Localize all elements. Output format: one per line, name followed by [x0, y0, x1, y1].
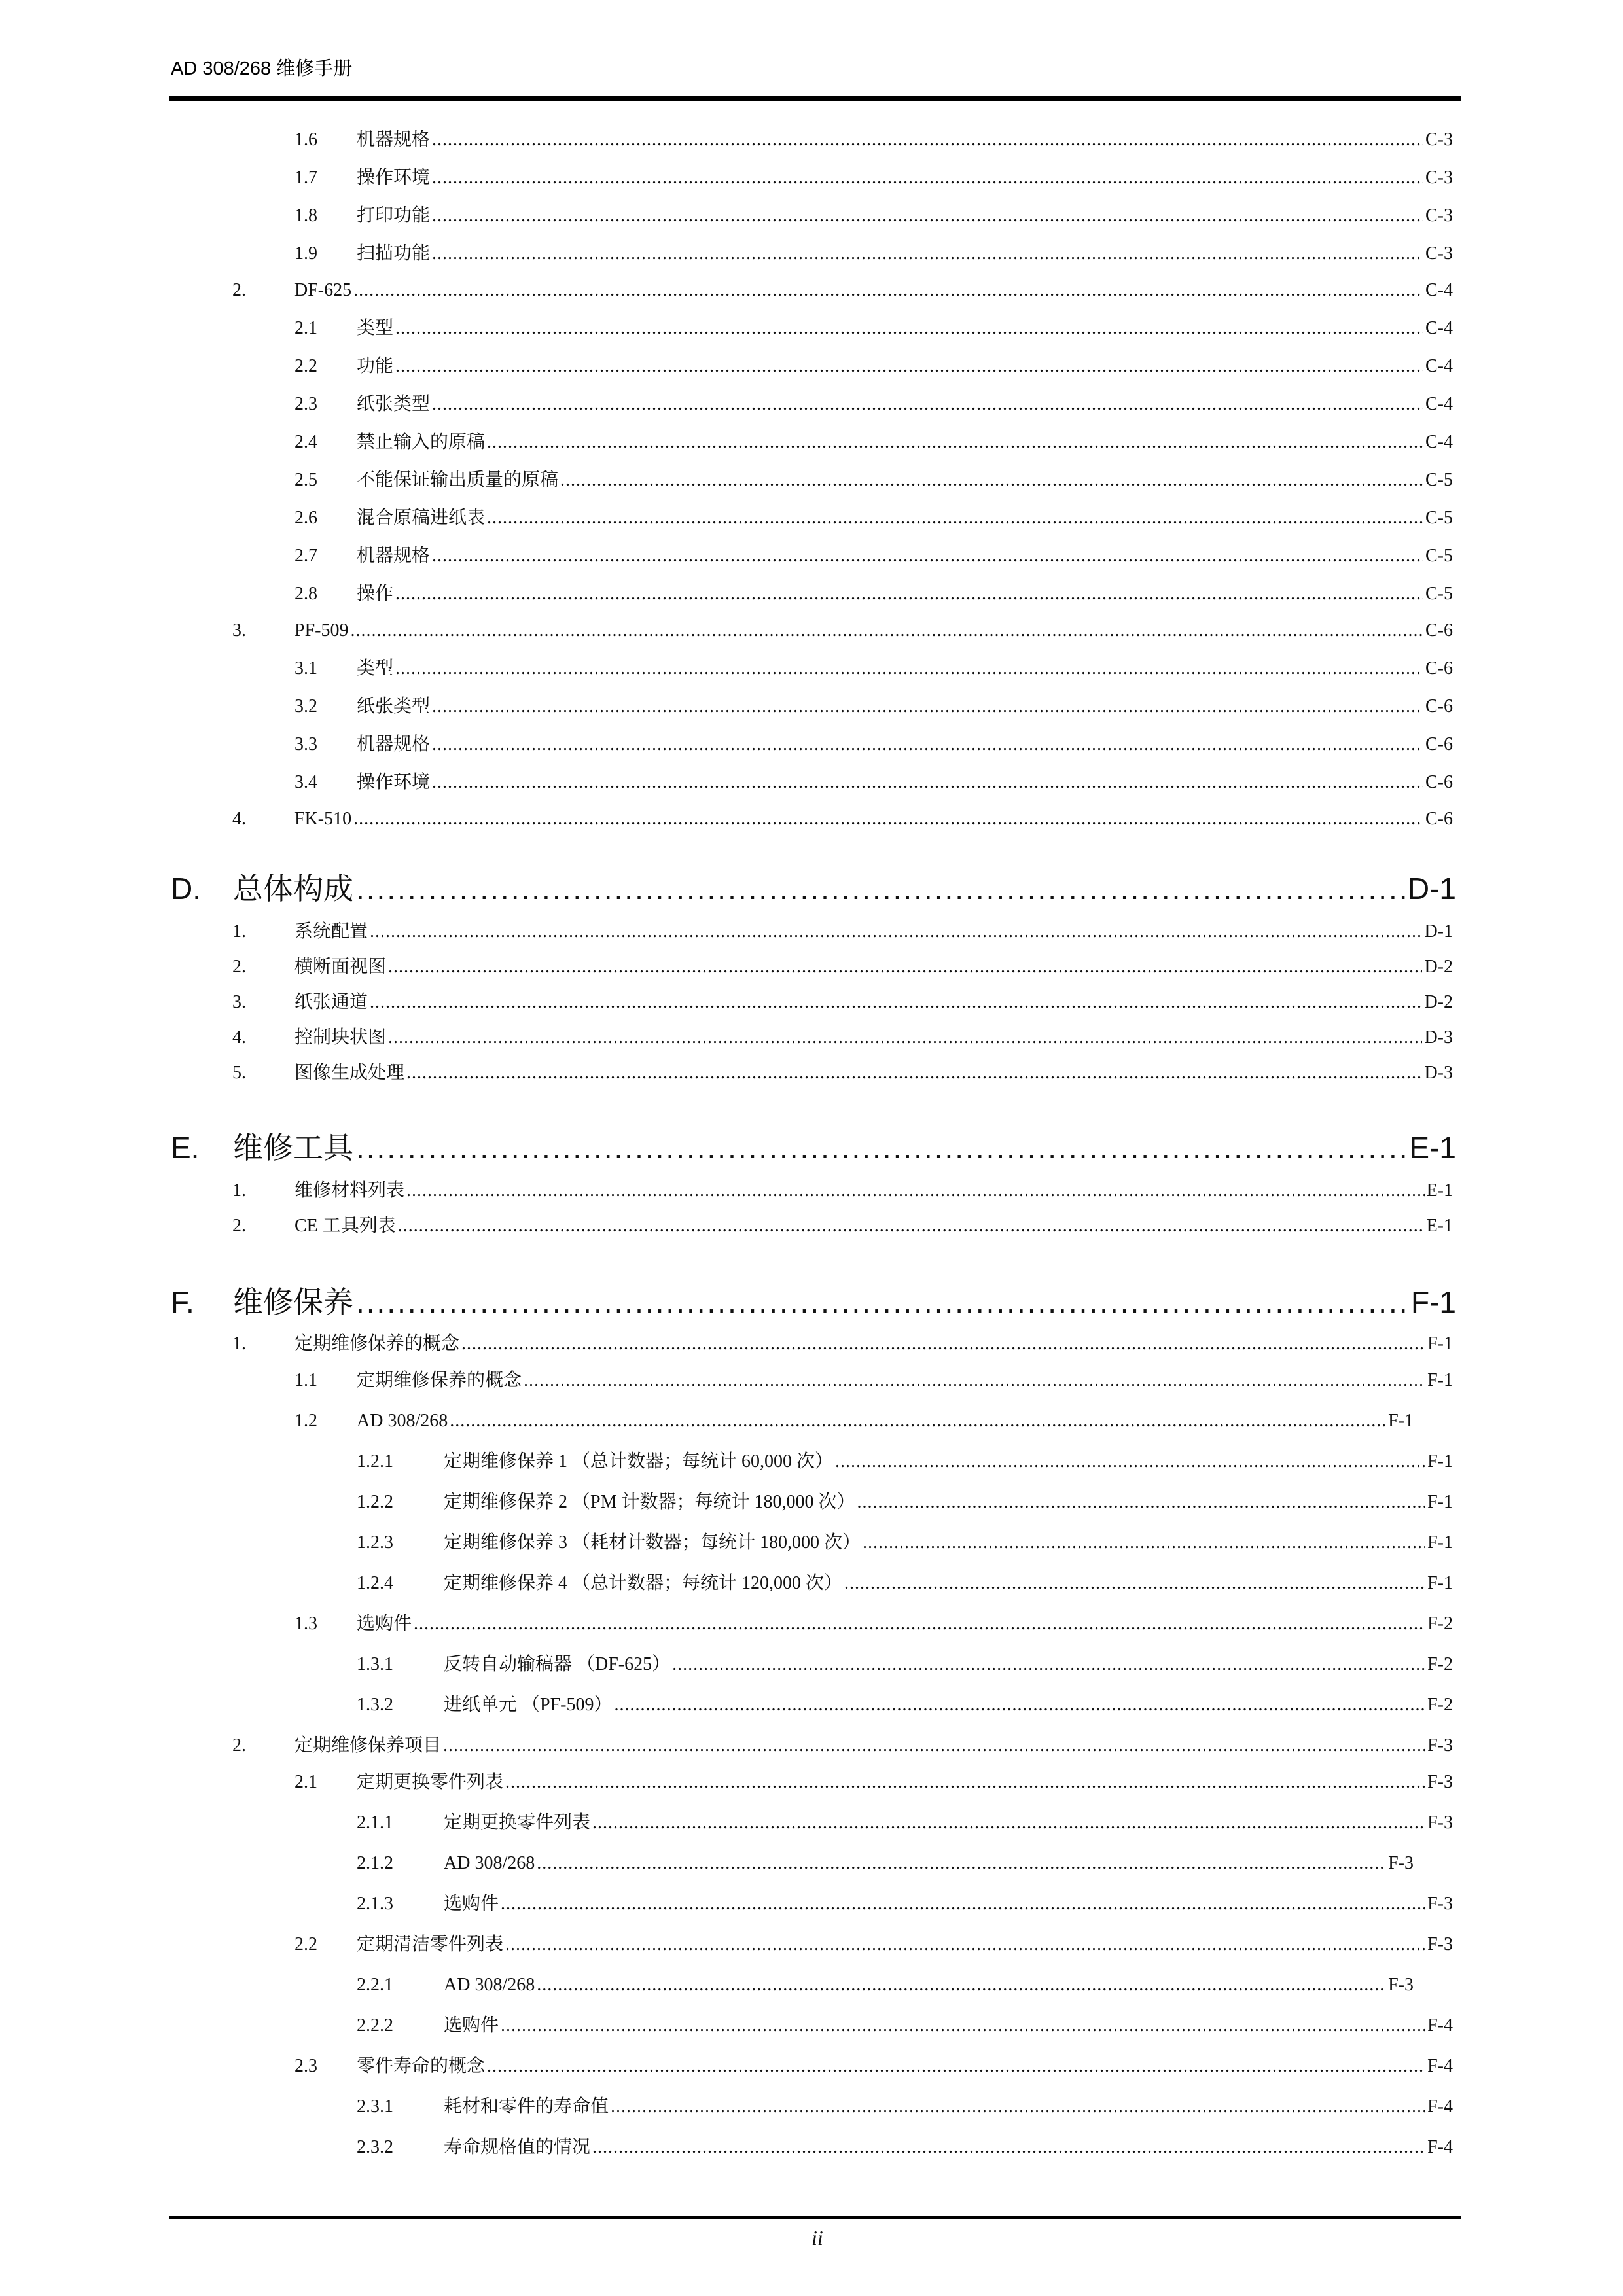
toc-entry[interactable]	[294, 1407, 1414, 1436]
toc-entry-number: 2.2.1	[357, 1975, 393, 1995]
toc-entry-title: CE 工具列表	[294, 1216, 396, 1236]
toc-entry[interactable]	[232, 1176, 1453, 1205]
toc-entry-number: 1.3.2	[357, 1695, 393, 1715]
toc-entry-page: C-6	[1425, 620, 1453, 641]
toc-entry[interactable]	[232, 1212, 1453, 1241]
dot-leader	[844, 1569, 1425, 1598]
section-title: 总体构成	[233, 872, 353, 906]
toc-entry-title: 维修材料列表	[294, 1180, 405, 1201]
toc-entry-page: F-1	[1427, 1573, 1453, 1593]
toc-entry-title: 操作环境	[357, 168, 431, 188]
dot-leader	[432, 239, 1423, 268]
dot-leader	[370, 988, 1422, 1017]
toc-entry-page: F-3	[1427, 1894, 1453, 1914]
toc-entry[interactable]	[294, 730, 1453, 759]
toc-entry[interactable]	[232, 1059, 1453, 1087]
dot-leader	[356, 1282, 1408, 1322]
toc-entry-page: F-4	[1427, 2096, 1453, 2117]
toc-entry-number: 1.	[232, 1333, 246, 1354]
toc-entry[interactable]	[357, 1528, 1453, 1557]
toc-entry-title: 系统配置	[294, 921, 368, 942]
dot-leader	[592, 1809, 1425, 1837]
toc-entry-number: 3.3	[294, 734, 317, 754]
toc-section-heading[interactable]	[171, 869, 1456, 908]
toc-entry-title: 机器规格	[357, 546, 431, 566]
toc-entry-page: C-4	[1425, 432, 1453, 452]
toc-entry-number: 2.1.2	[357, 1853, 393, 1873]
toc-entry-page: D-3	[1424, 1027, 1453, 1048]
dot-leader	[857, 1488, 1425, 1517]
toc-entry-title: 类型	[357, 658, 394, 679]
toc-entry-number: 2.2	[294, 1934, 317, 1954]
dot-leader	[370, 917, 1422, 946]
toc-entry-title: FK-510	[294, 809, 352, 829]
toc-entry-number: 2.5	[294, 470, 317, 490]
toc-entry-page: C-4	[1425, 318, 1453, 338]
toc-entry[interactable]	[357, 1809, 1453, 1837]
dot-leader	[537, 1971, 1386, 2000]
toc-entry-title: 纸张类型	[357, 696, 431, 716]
dot-leader	[501, 2011, 1425, 2040]
toc-entry-page: F-2	[1427, 1654, 1453, 1674]
toc-entry[interactable]	[232, 276, 1453, 305]
toc-entry-page: C-3	[1425, 168, 1453, 188]
toc-entry-title: 定期维修保养 2 （PM 计数器；每统计 180,000 次）	[444, 1492, 855, 1512]
toc-entry-title: 定期更换零件列表	[357, 1772, 504, 1792]
toc-entry-number: 2.6	[294, 508, 317, 528]
dot-leader	[505, 1768, 1425, 1797]
toc-entry-number: 3.2	[294, 696, 317, 716]
dot-leader	[432, 202, 1423, 230]
toc-entry-page: C-4	[1425, 280, 1453, 300]
dot-leader	[611, 2093, 1425, 2121]
toc-entry-page: F-3	[1427, 1735, 1453, 1756]
toc-entry-page: F-3	[1427, 1812, 1453, 1833]
running-header: AD 308/268 维修手册	[171, 58, 353, 79]
dot-leader	[395, 580, 1423, 609]
toc-entry-number: 2.	[232, 1216, 246, 1236]
toc-entry-title: 禁止输入的原稿	[357, 432, 486, 452]
toc-entry[interactable]	[294, 466, 1453, 495]
toc-entry-title: AD 308/268	[357, 1411, 448, 1431]
toc-entry[interactable]	[232, 1731, 1453, 1760]
toc-entry-title: 操作	[357, 584, 394, 604]
toc-entry-title: 定期维修保养 4 （总计数器；每统计 120,000 次）	[444, 1573, 843, 1593]
toc-entry-page: C-3	[1425, 205, 1453, 226]
toc-entry-page: C-5	[1425, 470, 1453, 490]
toc-entry-title: 纸张类型	[357, 394, 431, 414]
toc-entry[interactable]	[294, 352, 1453, 381]
dot-leader	[450, 1407, 1386, 1436]
dot-leader	[505, 1930, 1425, 1959]
toc-entry-number: 1.6	[294, 130, 317, 150]
toc-entry-number: 2.1	[294, 1772, 317, 1792]
toc-entry-page: F-1	[1427, 1492, 1453, 1512]
dot-leader	[395, 352, 1423, 381]
toc-entry[interactable]	[294, 202, 1453, 230]
toc-entry-number: 1.2.4	[357, 1573, 393, 1593]
toc-entry-number: 3.	[232, 620, 246, 641]
dot-leader	[432, 542, 1423, 571]
dot-leader	[863, 1528, 1425, 1557]
toc-entry[interactable]	[294, 428, 1453, 457]
toc-entry-number: 2.2	[294, 356, 317, 376]
toc-entry-number: 2.2.2	[357, 2015, 393, 2036]
toc-entry-number: 2.3.2	[357, 2137, 393, 2157]
toc-entry-number: 1.	[232, 921, 246, 942]
toc-entry[interactable]	[357, 2133, 1453, 2162]
toc-entry-page: F-1	[1427, 1333, 1453, 1354]
toc-entry-page: C-6	[1425, 696, 1453, 716]
toc-entry-page: F-3	[1388, 1975, 1414, 1995]
toc-entry-title: 不能保证输出质量的原稿	[357, 470, 559, 490]
toc-entry[interactable]	[232, 616, 1453, 645]
toc-entry[interactable]	[357, 1971, 1414, 2000]
toc-entry-title: 机器规格	[357, 130, 431, 150]
toc-entry-title: 定期清洁零件列表	[357, 1934, 504, 1954]
dot-leader	[501, 1890, 1425, 1918]
toc-entry-number: 2.1.1	[357, 1812, 393, 1833]
toc-entry-title: 横断面视图	[294, 957, 387, 977]
footer-rule	[169, 2216, 1461, 2219]
dot-leader	[353, 276, 1423, 305]
toc-entry-page: F-3	[1388, 1853, 1414, 1873]
toc-entry-page: F-1	[1427, 1370, 1453, 1390]
toc-entry[interactable]	[357, 1849, 1414, 1878]
dot-leader	[487, 504, 1423, 533]
toc-entry-number: 3.1	[294, 658, 317, 679]
toc-entry-title: 扫描功能	[357, 243, 431, 264]
toc-entry-page: D-1	[1424, 921, 1453, 942]
toc-entry-page: F-2	[1427, 1614, 1453, 1634]
toc-entry[interactable]	[357, 1691, 1453, 1720]
toc-entry-number: 1.9	[294, 243, 317, 264]
toc-entry[interactable]	[294, 1930, 1453, 1959]
toc-entry-number: 3.	[232, 992, 246, 1012]
toc-entry-number: 1.2	[294, 1411, 317, 1431]
toc-entry-number: 2.	[232, 1735, 246, 1756]
dot-leader	[388, 953, 1422, 981]
toc-entry[interactable]	[294, 390, 1453, 419]
toc-entry-page: F-4	[1427, 2137, 1453, 2157]
toc-entry-page: D-2	[1424, 957, 1453, 977]
toc-entry-number: 2.3.1	[357, 2096, 393, 2117]
toc-entry-number: 2.3	[294, 394, 317, 414]
toc-entry-page: F-4	[1427, 2015, 1453, 2036]
toc-entry-page: F-1	[1427, 1532, 1453, 1553]
toc-entry-title: AD 308/268	[444, 1975, 535, 1995]
toc-entry-title: 耗材和零件的寿命值	[444, 2096, 609, 2117]
toc-entry[interactable]	[294, 239, 1453, 268]
toc-entry-title: 混合原稿进纸表	[357, 508, 486, 528]
toc-entry[interactable]	[294, 542, 1453, 571]
toc-entry[interactable]	[357, 1890, 1453, 1918]
toc-entry-number: 4.	[232, 1027, 246, 1048]
toc-entry-title: 功能	[357, 356, 394, 376]
toc-entry-page: C-6	[1425, 734, 1453, 754]
dot-leader	[414, 1610, 1425, 1638]
toc-entry-page: F-4	[1427, 2056, 1453, 2076]
dot-leader	[487, 428, 1423, 457]
toc-entry[interactable]	[232, 1330, 1453, 1358]
dot-leader	[835, 1447, 1425, 1476]
dot-leader	[388, 1023, 1422, 1052]
toc-entry[interactable]	[294, 126, 1453, 154]
toc-entry-title: 选购件	[444, 1894, 499, 1914]
toc-entry-title: 进纸单元 （PF-509）	[444, 1695, 613, 1715]
toc-entry-title: 定期维修保养 1 （总计数器；每统计 60,000 次）	[444, 1451, 834, 1472]
toc-entry-title: 零件寿命的概念	[357, 2056, 486, 2076]
section-title: 维修保养	[233, 1285, 353, 1319]
section-letter: D.	[171, 872, 201, 906]
toc-entry-page: C-4	[1425, 356, 1453, 376]
toc-entry[interactable]	[294, 504, 1453, 533]
toc-entry-number: 5.	[232, 1063, 246, 1083]
section-page: E-1	[1409, 1131, 1456, 1165]
toc-entry-number: 1.1	[294, 1370, 317, 1390]
toc-entry-title: PF-509	[294, 620, 349, 641]
toc-entry-page: C-5	[1425, 546, 1453, 566]
toc-entry-title: 定期维修保养的概念	[357, 1370, 522, 1390]
toc-entry-page: C-5	[1425, 584, 1453, 604]
toc-entry[interactable]	[357, 2093, 1453, 2121]
dot-leader	[432, 126, 1423, 154]
toc-entry-title: 选购件	[444, 2015, 499, 2036]
toc-entry[interactable]	[232, 805, 1453, 834]
toc-entry-page: C-5	[1425, 508, 1453, 528]
toc-entry-number: 2.	[232, 280, 246, 300]
dot-leader	[395, 314, 1423, 343]
toc-entry-number: 1.2.1	[357, 1451, 393, 1472]
toc-entry-page: C-6	[1425, 772, 1453, 792]
dot-leader	[592, 2133, 1425, 2162]
dot-leader	[406, 1059, 1422, 1087]
toc-entry-number: 2.1	[294, 318, 317, 338]
toc-entry-number: 2.	[232, 957, 246, 977]
toc-entry-number: 1.	[232, 1180, 246, 1201]
dot-leader	[356, 869, 1405, 908]
toc-entry[interactable]	[294, 1366, 1453, 1395]
toc-entry[interactable]	[232, 953, 1453, 981]
toc-entry-page: C-6	[1425, 658, 1453, 679]
toc-entry[interactable]	[294, 314, 1453, 343]
toc-entry-number: 2.8	[294, 584, 317, 604]
toc-entry[interactable]	[294, 1610, 1453, 1638]
toc-entry-title: AD 308/268	[444, 1853, 535, 1873]
dot-leader	[395, 654, 1423, 683]
toc-entry-number: 2.1.3	[357, 1894, 393, 1914]
toc-entry-title: 类型	[357, 318, 394, 338]
toc-entry-title: DF-625	[294, 280, 352, 300]
toc-entry-page: D-2	[1424, 992, 1453, 1012]
toc-section-heading[interactable]	[171, 1282, 1456, 1322]
toc-entry-title: 控制块状图	[294, 1027, 387, 1048]
toc-entry[interactable]	[357, 1650, 1453, 1679]
dot-leader	[432, 768, 1423, 797]
section-page: F-1	[1411, 1285, 1456, 1319]
toc-entry[interactable]	[357, 1569, 1453, 1598]
page-number: ii	[812, 2226, 823, 2250]
section-letter: E.	[171, 1131, 200, 1165]
dot-leader	[537, 1849, 1386, 1878]
dot-leader	[432, 692, 1423, 721]
toc-entry-number: 1.2.2	[357, 1492, 393, 1512]
toc-entry-page: C-6	[1425, 809, 1453, 829]
toc-entry-title: 反转自动输稿器 （DF-625）	[444, 1654, 671, 1674]
toc-entry-page: F-2	[1427, 1695, 1453, 1715]
toc-entry-number: 1.8	[294, 205, 317, 226]
toc-entry[interactable]	[357, 1447, 1453, 1476]
toc-entry-title: 定期维修保养项目	[294, 1735, 442, 1756]
section-title: 维修工具	[233, 1131, 353, 1165]
toc-entry-title: 寿命规格值的情况	[444, 2137, 591, 2157]
toc-section-heading[interactable]	[171, 1128, 1456, 1167]
toc-entry[interactable]	[294, 1768, 1453, 1797]
toc-entry-number: 3.4	[294, 772, 317, 792]
toc-entry-title: 选购件	[357, 1614, 412, 1634]
dot-leader	[432, 730, 1423, 759]
toc-entry[interactable]	[357, 2011, 1453, 2040]
toc-entry-title: 定期更换零件列表	[444, 1812, 591, 1833]
toc-entry[interactable]	[294, 654, 1453, 683]
toc-entry[interactable]	[232, 1023, 1453, 1052]
dot-leader	[614, 1691, 1425, 1720]
toc-entry-page: E-1	[1426, 1180, 1453, 1201]
toc-entry-title: 定期维修保养的概念	[294, 1333, 460, 1354]
dot-leader	[353, 805, 1423, 834]
toc-entry-page: D-3	[1424, 1063, 1453, 1083]
toc-entry-title: 定期维修保养 3 （耗材计数器；每统计 180,000 次）	[444, 1532, 861, 1553]
dot-leader	[461, 1330, 1425, 1358]
dot-leader	[432, 390, 1423, 419]
toc-entry[interactable]	[294, 768, 1453, 797]
toc-entry[interactable]	[357, 1488, 1453, 1517]
dot-leader	[487, 2052, 1425, 2081]
toc-entry[interactable]	[294, 692, 1453, 721]
toc-entry[interactable]	[232, 917, 1453, 946]
toc-entry-number: 1.2.3	[357, 1532, 393, 1553]
toc-entry-number: 2.3	[294, 2056, 317, 2076]
toc-entry-page: C-3	[1425, 243, 1453, 264]
toc-entry-title: 操作环境	[357, 772, 431, 792]
toc-entry[interactable]	[294, 580, 1453, 609]
dot-leader	[356, 1128, 1406, 1167]
toc-entry-title: 纸张通道	[294, 992, 368, 1012]
dot-leader	[432, 164, 1423, 192]
dot-leader	[560, 466, 1423, 495]
dot-leader	[350, 616, 1423, 645]
toc-entry[interactable]	[232, 988, 1453, 1017]
toc-entry-number: 2.4	[294, 432, 317, 452]
toc-entry-number: 4.	[232, 809, 246, 829]
toc-entry-page: C-3	[1425, 130, 1453, 150]
toc-entry[interactable]	[294, 2052, 1453, 2081]
toc-entry-page: F-1	[1388, 1411, 1414, 1431]
toc-entry-number: 1.3.1	[357, 1654, 393, 1674]
toc-entry-page: F-1	[1427, 1451, 1453, 1472]
dot-leader	[443, 1731, 1425, 1760]
toc-entry-title: 打印功能	[357, 205, 431, 226]
toc-entry-title: 图像生成处理	[294, 1063, 405, 1083]
toc-entry-page: F-3	[1427, 1934, 1453, 1954]
toc-entry-number: 1.7	[294, 168, 317, 188]
toc-entry-page: F-3	[1427, 1772, 1453, 1792]
toc-entry-number: 2.7	[294, 546, 317, 566]
section-letter: F.	[171, 1285, 194, 1319]
dot-leader	[398, 1212, 1425, 1241]
toc-entry-number: 1.3	[294, 1614, 317, 1634]
toc-entry-page: C-4	[1425, 394, 1453, 414]
dot-leader	[406, 1176, 1425, 1205]
toc-entry[interactable]	[294, 164, 1453, 192]
toc-entry-page: E-1	[1426, 1216, 1453, 1236]
section-page: D-1	[1407, 872, 1456, 906]
dot-leader	[672, 1650, 1425, 1679]
dot-leader	[524, 1366, 1425, 1395]
toc-entry-title: 机器规格	[357, 734, 431, 754]
